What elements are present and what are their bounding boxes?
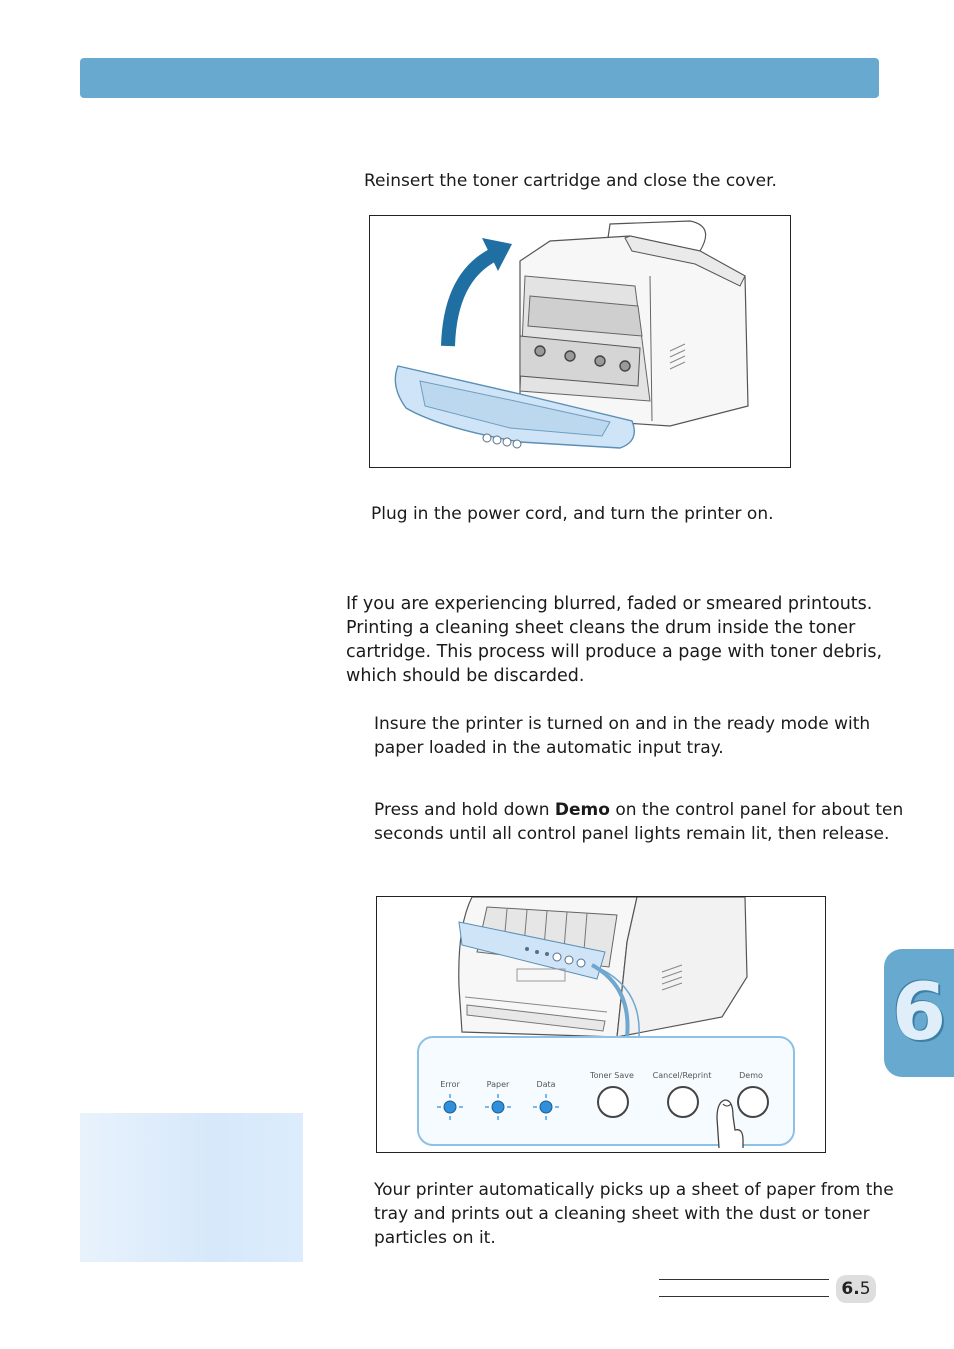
intro-line-2: Printing a cleaning sheet cleans the drum inside the toner	[346, 618, 856, 638]
button-label-cancel-reprint: Cancel/Reprint	[652, 1071, 712, 1080]
toner-save-button	[597, 1086, 629, 1118]
chapter-number: 6	[891, 968, 947, 1058]
step-reinsert-text: Reinsert the toner cartridge and close the cover.	[364, 171, 777, 191]
footer-line-top	[659, 1279, 829, 1280]
data-led	[540, 1101, 552, 1113]
intro-line-3: cartridge. This process will produce a page with toner debris,	[346, 642, 883, 662]
printer-cover-drawing	[370, 216, 790, 467]
button-label-toner-save: Toner Save	[590, 1071, 634, 1080]
step-insure-line-1: Insure the printer is turned on and in the ready mode with	[374, 714, 871, 734]
cancel-reprint-button	[667, 1086, 699, 1118]
control-panel-zoom	[417, 1036, 795, 1146]
header-bar	[80, 58, 879, 98]
control-panel-illustration	[376, 896, 826, 1153]
paper-led	[492, 1101, 504, 1113]
step-press-after: on the control panel for about ten	[609, 800, 904, 820]
led-label-paper: Paper	[486, 1080, 510, 1089]
page-separator: .	[853, 1279, 860, 1299]
intro-line-1: If you are experiencing blurred, faded or smeared printouts.	[346, 594, 873, 614]
step-result-line-2: tray and prints out a cleaning sheet with the dust or toner	[374, 1204, 870, 1224]
page-chapter: 6	[841, 1279, 854, 1299]
led-indicators	[429, 1090, 589, 1130]
intro-line-4: which should be discarded.	[346, 666, 585, 686]
finger-pointer-icon	[709, 1090, 749, 1150]
step-plug-text: Plug in the power cord, and turn the printer on.	[371, 504, 774, 524]
led-label-error: Error	[440, 1080, 460, 1089]
note-box	[80, 1113, 303, 1262]
led-label-data: Data	[536, 1080, 556, 1089]
chapter-tab	[884, 949, 954, 1077]
page-number	[836, 1275, 876, 1303]
step-result-line-3: particles on it.	[374, 1228, 496, 1248]
step-result-line-1: Your printer automatically picks up a sheet of paper from the	[374, 1180, 894, 1200]
step-press-line-1	[374, 798, 903, 822]
footer-line-bottom	[659, 1296, 829, 1297]
button-label-demo: Demo	[739, 1071, 763, 1080]
step-insure-line-2: paper loaded in the automatic input tray.	[374, 738, 724, 758]
step-press-line-2: seconds until all control panel lights remain lit, then release.	[374, 824, 890, 844]
demo-keyword: Demo	[554, 800, 610, 820]
printer-cover-illustration	[369, 215, 791, 468]
step-press-before: Press and hold down	[374, 800, 555, 820]
page-index: 5	[859, 1279, 871, 1299]
error-led	[444, 1101, 456, 1113]
